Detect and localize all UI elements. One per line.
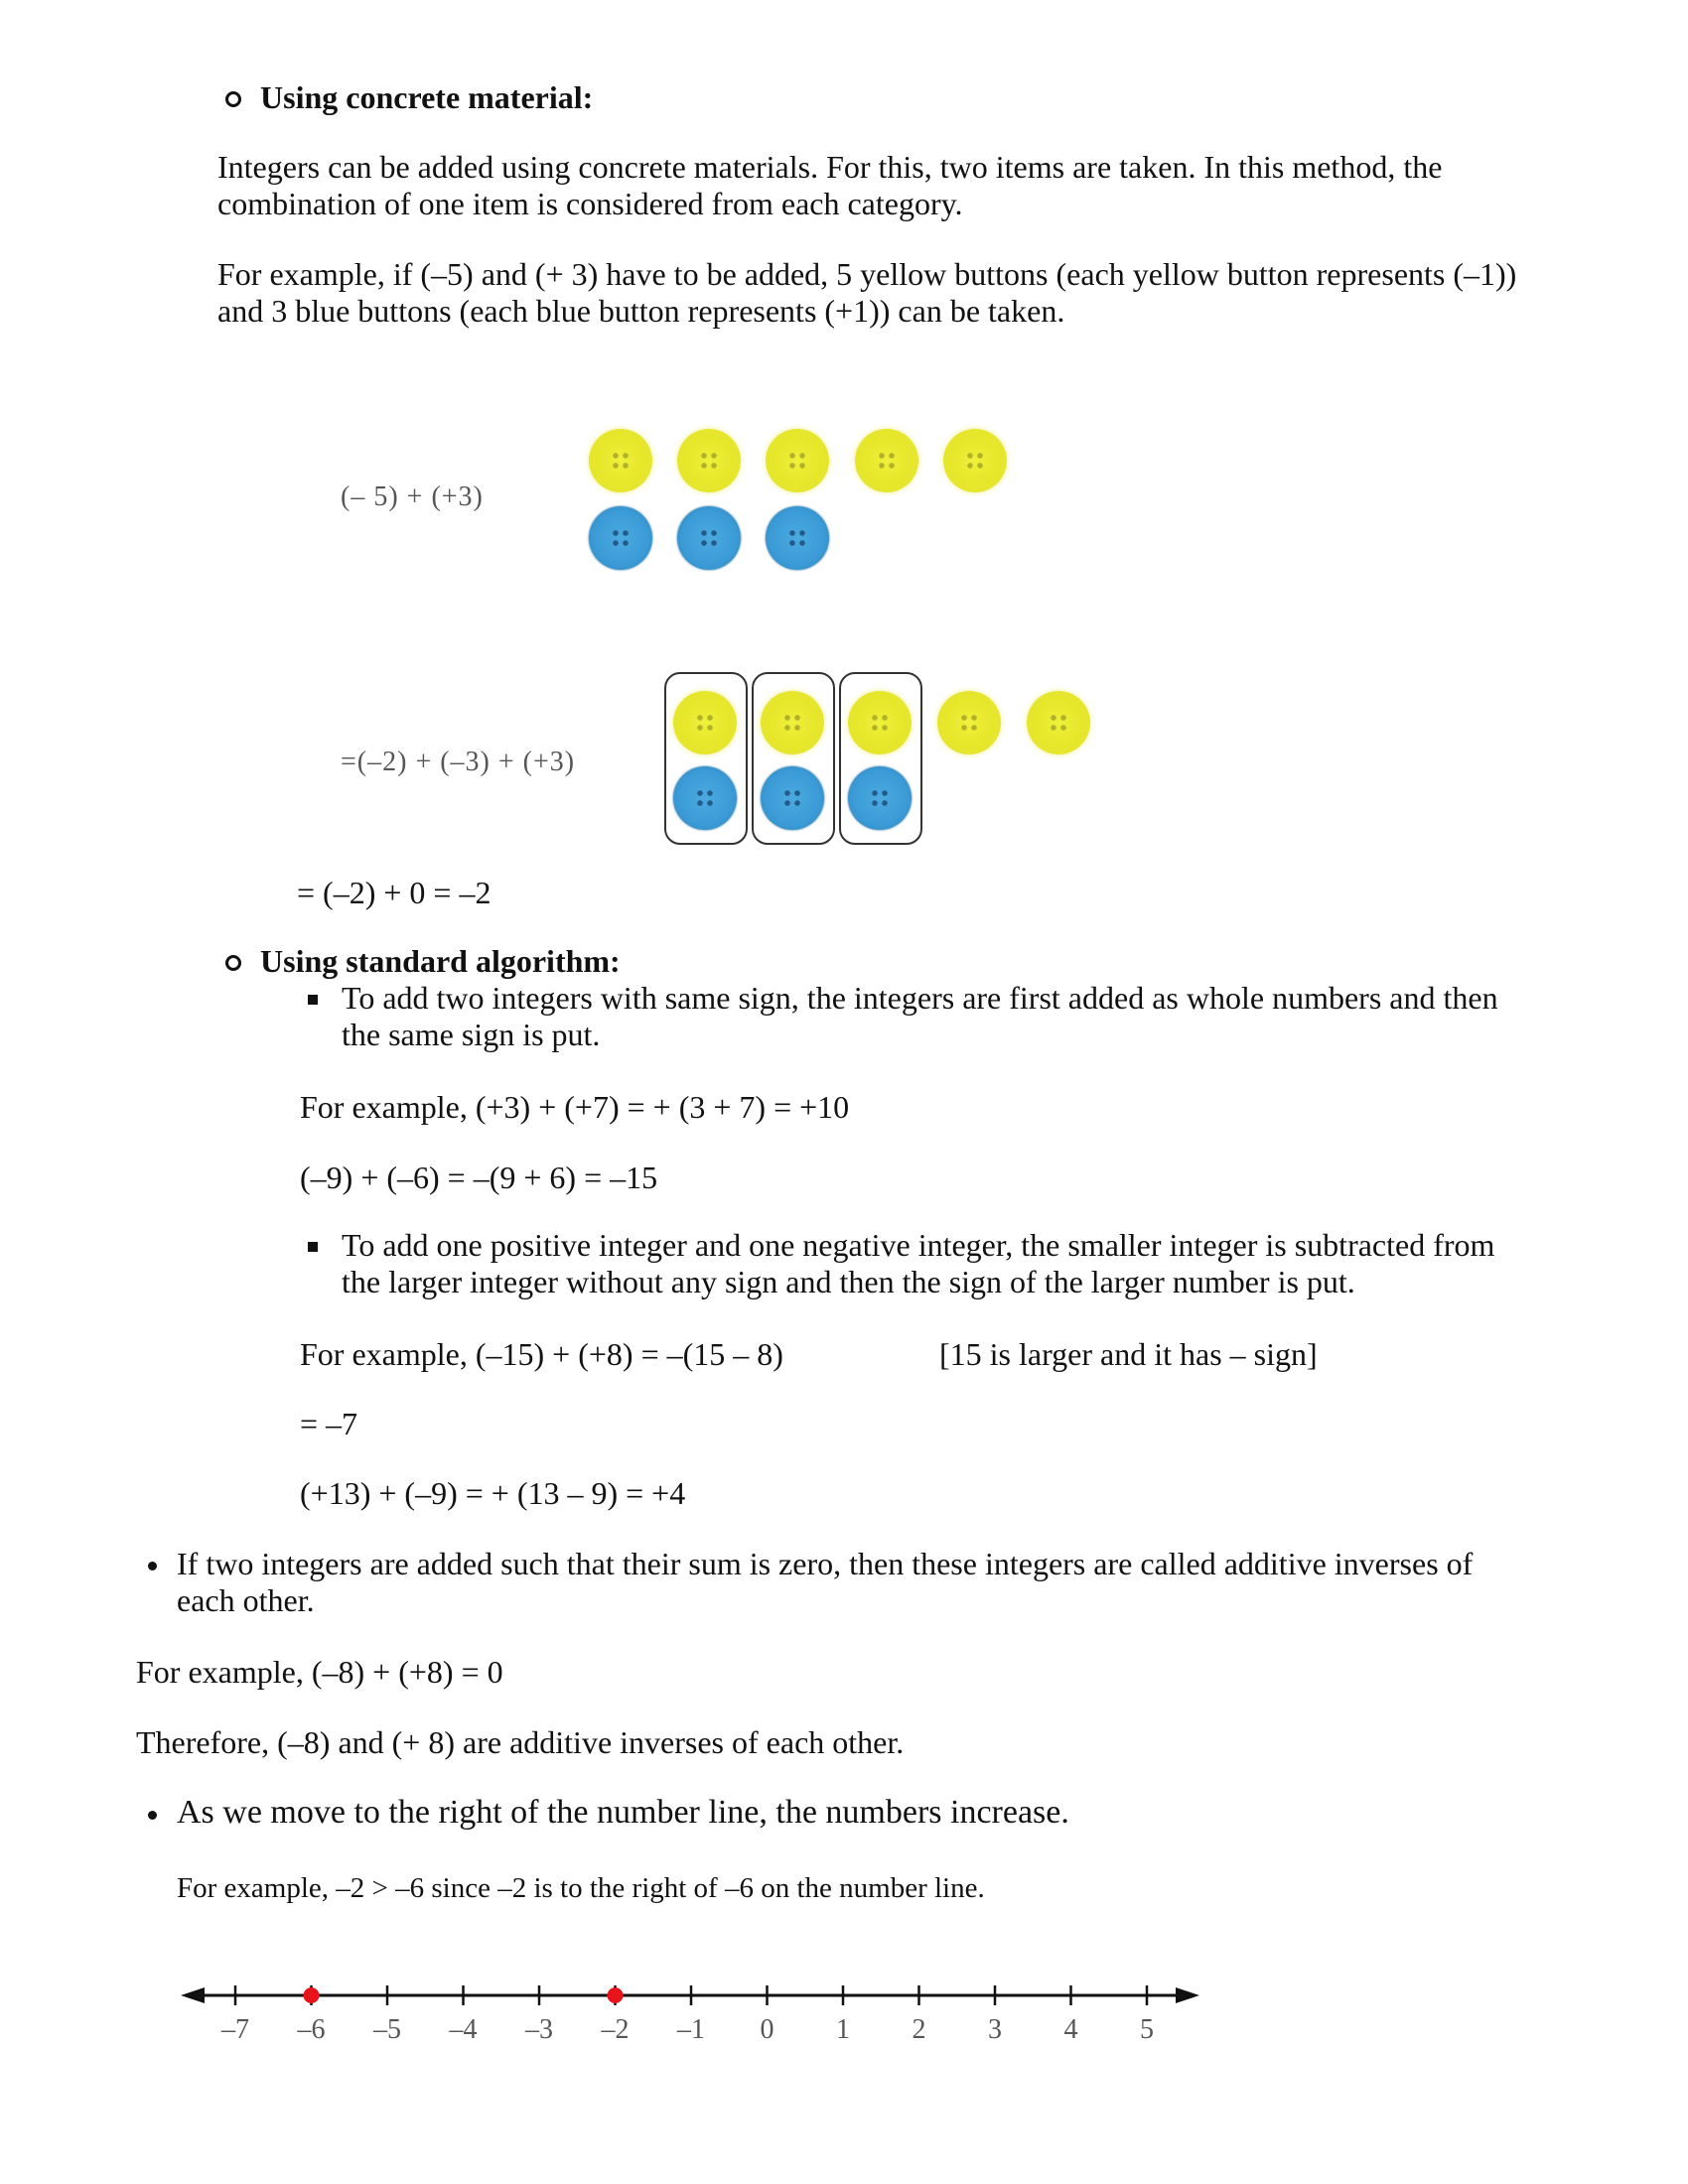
number-line-label: –3 <box>525 2014 553 2045</box>
blue-button <box>766 506 829 570</box>
right-arrow-icon <box>1176 1987 1199 2003</box>
square-bullet <box>308 995 318 1005</box>
circle-bullet <box>225 955 241 971</box>
example-equation: (–9) + (–6) = –(9 + 6) = –15 <box>300 1160 658 1195</box>
number-line-label: –1 <box>677 2014 705 2045</box>
bullet-line: each other. <box>177 1582 315 1618</box>
circle-bullet <box>225 91 241 107</box>
example-equation: For example, (–15) + (+8) = –(15 – 8) <box>300 1336 783 1372</box>
yellow-button <box>761 691 824 754</box>
number-line-label: –6 <box>297 2014 326 2045</box>
example-text: For example, –2 > –6 since –2 is to the right of –6 on the number line. <box>177 1872 985 1904</box>
number-line-label: 3 <box>988 2014 1002 2045</box>
blue-button <box>761 766 824 830</box>
paragraph-line: combination of one item is considered from each category. <box>217 186 963 221</box>
number-line-label: –2 <box>601 2014 630 2045</box>
number-line-label: 5 <box>1140 2014 1154 2045</box>
example-equation: For example, (+3) + (+7) = + (3 + 7) = +10 <box>300 1089 850 1125</box>
blue-button <box>848 766 912 830</box>
paragraph-line: and 3 blue buttons (each blue button represents (+1)) can be taken. <box>217 293 1065 329</box>
paragraph-line: Integers can be added using concrete materials. For this, two items are taken. In this method, the <box>217 149 1443 185</box>
rule-line: To add one positive integer and one negative integer, the smaller integer is subtracted from <box>342 1227 1495 1263</box>
number-line-label: 4 <box>1063 2014 1078 2045</box>
yellow-button <box>943 429 1007 492</box>
figure-label: (– 5) + (+3) <box>341 481 484 512</box>
number-line-label: –4 <box>449 2014 478 2045</box>
rule-line: To add two integers with same sign, the integers are first added as whole numbers and then <box>342 980 1498 1016</box>
marked-point <box>304 1987 320 2003</box>
result-equation: = (–2) + 0 = –2 <box>297 875 492 910</box>
section-heading-standard: Using standard algorithm: <box>260 943 621 979</box>
number-line-label: –7 <box>221 2014 249 2045</box>
yellow-button <box>855 429 918 492</box>
paragraph-line: For example, if (–5) and (+ 3) have to be added, 5 yellow buttons (each yellow button represents (–1)) <box>217 256 1517 292</box>
yellow-button <box>766 429 829 492</box>
yellow-button <box>848 691 912 754</box>
disc-bullet <box>148 1562 157 1570</box>
number-line-label: 0 <box>760 2014 774 2045</box>
left-arrow-icon <box>181 1987 205 2003</box>
number-line-label: 2 <box>912 2014 926 2045</box>
section-heading-concrete: Using concrete material: <box>260 79 594 115</box>
blue-button <box>677 506 741 570</box>
example-note: [15 is larger and it has – sign] <box>939 1336 1318 1372</box>
yellow-button <box>677 429 741 492</box>
rule-line: the larger integer without any sign and then the sign of the larger number is put. <box>342 1264 1355 1299</box>
marked-point <box>608 1987 624 2003</box>
yellow-button <box>673 691 737 754</box>
bullet-line: As we move to the right of the number line, the numbers increase. <box>177 1794 1069 1831</box>
number-line-label: 1 <box>836 2014 850 2045</box>
yellow-button <box>589 429 652 492</box>
number-line <box>0 1956 1688 2075</box>
example-equation: (+13) + (–9) = + (13 – 9) = +4 <box>300 1475 686 1511</box>
square-bullet <box>308 1242 318 1252</box>
rule-line: the same sign is put. <box>342 1017 601 1052</box>
disc-bullet <box>148 1811 157 1820</box>
yellow-button <box>1027 691 1090 754</box>
number-line-label: –5 <box>373 2014 401 2045</box>
figure-label: =(–2) + (–3) + (+3) <box>341 747 576 777</box>
blue-button <box>589 506 652 570</box>
bullet-line: If two integers are added such that their sum is zero, then these integers are called additive inverses of <box>177 1546 1474 1581</box>
example-equation: = –7 <box>300 1406 358 1441</box>
example-equation: For example, (–8) + (+8) = 0 <box>136 1654 503 1690</box>
yellow-button <box>937 691 1001 754</box>
blue-button <box>673 766 737 830</box>
conclusion-text: Therefore, (–8) and (+ 8) are additive inverses of each other. <box>136 1724 905 1760</box>
